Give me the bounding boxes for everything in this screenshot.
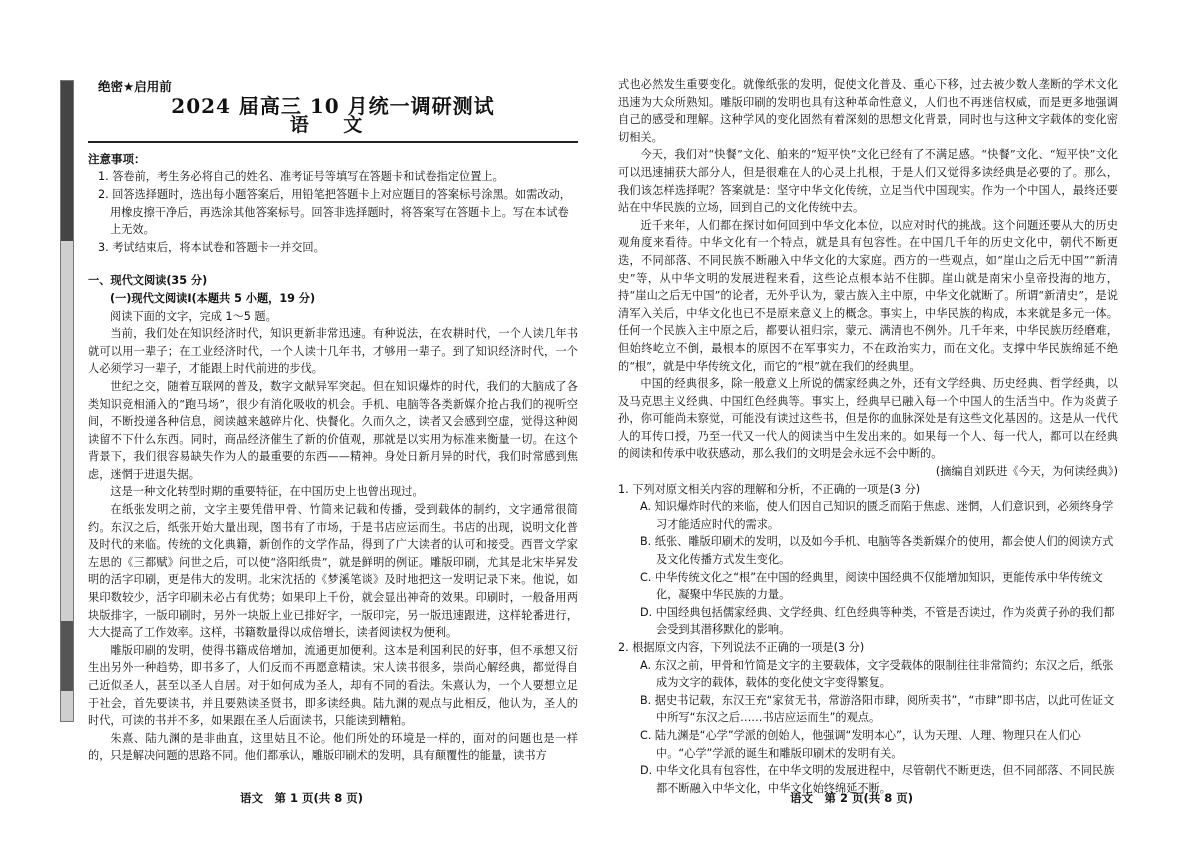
passage-paragraph: 中国的经典很多，除一般意义上所说的儒家经典之外，还有文学经典、历史经典、哲学经典，以及马克思主义经典、中国红色经典等。事实上，经典早已融入每一个中国人的生活当中。作为炎黄子孙，你可能尚未察觉，可能没有读过这些书，但是你的血脉深处是有这些文化基因的。这是从一代代人的耳传口授，乃至一代又一代人的阅读当中生发出来的。如果每一个人、每一代人，都可以在经典的阅读和传承中收获感动，那么我们的文明是会永远不会中断的。 (618, 377, 1118, 461)
passage-source: (摘编自刘跃进《今天，为何读经典》) (935, 465, 1118, 479)
passage-paragraph: 雕版印刷的发明，使得书籍成倍增加，流通更加便利。这本是利国利民的好事，但不承想又衍生出另外一种趋势，即书多了，人们反而不再愿意精读。宋人读书很多，崇尚心解经典，都觉得自己近似圣人，甚至以圣人自居。对于如何成为圣人，却有不同的看法。朱熹认为，一个人要想立足于社会，首先要读书，并且要熟读圣贤书，即多读经典。陆九渊的观点与此相反，他认为，圣人的时代，可读的书并不多，如果跟在圣人后面读书，只能读到糟粕。 (88, 643, 578, 728)
page-footer-2: 语文 第 2 页(共 8 页) (790, 791, 914, 805)
page-2 (618, 76, 1118, 797)
page-1 (88, 78, 578, 765)
question-stem: 1. 下列对原文相关内容的理解和分析，不正确的一项是(3 分) (618, 482, 921, 496)
notes-title: 注意事项： (88, 151, 146, 166)
answer-option: A. 东汉之前，甲骨和竹简是文字的主要载体，文字受载体的限制往往非常简约；东汉之后，纸张成为文字的载体，载体的变化使文字变得繁复。 (640, 658, 1114, 690)
answer-option: B. 据史书记载，东汉王充“家贫无书，常游洛阳市肆，阅所卖书”，“市肆”即书店，以此可佐证文中所写“东汉之后……书店应运而生”的观点。 (640, 693, 1115, 725)
passage-paragraph: 今天，我们对“快餐”文化、舶来的“短平快”文化已经有了不满足感。“快餐”文化、“短平快”文化可以迅速捕获大部分人，但是很难在人的心灵上扎根，于是人们又觉得多读经典是必要的了。那么，我们该怎样选择呢？答案就是：坚守中华文化传统，立足当代中国现实。作为一个中国人，最终还要站在中华民族的立场，回到自己的文化传统中去。 (618, 148, 1118, 215)
answer-option: D. 中国经典包括儒家经典、文学经典、红色经典等种类，不管是否读过，作为炎黄子孙的我们都会受到其潜移默化的影响。 (640, 605, 1115, 637)
passage-paragraph: 当前，我们处在知识经济时代，知识更新非常迅速。有种说法，在农耕时代，一个人读几年书就可以用一辈子；在工业经济时代，一个人读十几年书，才够用一辈子。到了知识经济时代，一个人必须学习一辈子，才能跟上时代前进的步伐。 (88, 327, 578, 376)
answer-option: A. 知识爆炸时代的来临，使人们因自己知识的匮乏而陷于焦虑、迷惘，人们意识到，必须终身学习才能适应时代的需求。 (640, 500, 1114, 531)
note-item: 1. 答卷前，考生务必将自己的姓名、准考证号等填写在答题卡和试卷指定位置上。 (98, 170, 504, 184)
section-heading: 一、现代文阅读(35 分) (88, 274, 208, 288)
binding-strip-dark-block (61, 621, 73, 691)
passage-paragraph: 世纪之交，随着互联网的普及，数字文献异军突起。但在知识爆炸的时代，我们的大脑成了各类知识竞相涌入的“跑马场”，很少有消化吸收的机会。手机、电脑等各类新媒介抢占我们的视听空间，不断投递各种信息，阅读越来越碎片化、快餐化。久而久之，读者又会感到空虚，觉得这种阅读留不下什么东西。同时，商品经济催生了新的价值观，那就是以实用为标准来衡量一切。在这个背景下，我们很容易缺失作为人的最重要的东西——精神。身处日新月异的时代，我们时常感到焦虑，迷惘于进退失据。 (88, 379, 578, 481)
subsection-heading: (一)现代文阅读Ⅰ(本题共 5 小题，19 分) (110, 291, 316, 305)
exam-title: 2024 届高三 10 月统一调研测试 (171, 93, 495, 118)
question-stem: 2. 根据原文内容，下列说法不正确的一项是(3 分) (618, 641, 865, 654)
exam-subject: 语 文 (289, 114, 377, 137)
answer-option: D. 中华文化具有包容性，在中华文明的发展进程中，尽管朝代不断更迭，但不同部落、不同民族都不断融入中华文化，中华文化始终绵延不断。 (640, 764, 1115, 795)
passage-paragraph: 近千来年，人们都在探讨如何回到中华文化本位，以应对时代的挑战。这个问题还要从大的历史观角度来看待。中华文化有一个特点，就是具有包容性。在中国几千年的历史文化中，朝代不断更迭，不同部落、不同民族不断融入中华文化的大家庭。西方的一些观点，如“崖山之后无中国”“新清史”等，从中华文明的发展进程来看，这些论点根本站不住脚。崖山就是南宋小皇帝投海的地方，持“崖山之后无中国”的论者，无外乎认为，蒙古族入主中原，中华文化就断了。所谓“新清史”，是说清军入关后，中华文化也已不是原来意义上的概念。事实上，中华民族的构成，本来就是多元一体。任何一个民族入主中原之后，都要认祖归宗，蒙元、满清也不例外。几千年来，中华民族历经磨难，但始终屹立不倒，最根本的原因不在军事实力，不在政治实力，而在文化。支撑中华民族绵延不绝的“根”，就是中华传统文化，而它的“根”就在我们的经典里。 (618, 218, 1118, 373)
answer-option: B. 纸张、雕版印刷术的发明，以及如今手机、电脑等各类新媒介的使用，都会使人们的阅读方式及文化传播方式发生变化。 (640, 535, 1114, 567)
binding-strip-dark-block (61, 81, 73, 241)
passage-paragraph: 式也必然发生重要变化。就像纸张的发明，促使文化普及、重心下移，过去被少数人垄断的学术文化迅速为大众所熟知。雕版印刷的发明也具有这种革命性意义，人们也不再迷信权威，而是更多地强调自己的感受和理解。这种学风的变化固然有着深刻的思想文化背景，同时也与这种文字载体的变化密切相关。 (618, 78, 1118, 144)
answer-option: C. 中华传统文化之“根”在中国的经典里，阅读中国经典不仅能增加知识，更能传承中华传统文化，凝聚中华民族的力量。 (640, 570, 1103, 602)
passage-paragraph: 在纸张发明之前，文字主要凭借甲骨、竹简来记载和传播，受到载体的制约，文字通常很简约。东汉之后，纸张开始大量出现，图书有了市场，于是书店应运而生。书店的出现，说明文化普及时代的来临。传统的文化典籍，新创作的文学作品，得到了广大读者的认可和接受。西晋文学家左思的《三都赋》问世之后，可以使“洛阳纸贵”，就是鲜明的例证。雕版印刷，尤其是北宋毕昇发明的活字印刷，更是伟大的发明。北宋沈括的《梦溪笔谈》及时地把这一发明记录下来。他说，如果印数较少，活字印刷未必占有优势；如果印上千份，就会显出神奇的效果。印刷时，一般备用两块版排字，一版印刷时，另外一块版上业已排好字，一版印完，另一版迅速跟进，这样轮番进行，大大提高了工作效率。这样，书籍数量得以成倍增长，读者阅读权为便利。 (88, 503, 578, 640)
page-footer-1: 语文 第 1 页(共 8 页) (240, 791, 364, 805)
title-divider (88, 141, 578, 143)
note-item: 3. 考试结束后，将本试卷和答题卡一并交回。 (98, 240, 325, 254)
passage-paragraph: 这是一种文化转型时期的重要特征，在中国历史上也曾出现过。 (110, 485, 424, 499)
reading-instruction: 阅读下面的文字，完成 1～5 题。 (110, 309, 277, 323)
binding-strip (60, 80, 74, 722)
passage-paragraph: 朱熹、陆九渊的是非曲直，这里姑且不论。他们所处的环境是一样的，面对的问题也是一样的，只是解决问题的思路不同。他们都承认，雕版印刷术的发明，具有颠覆性的能量，读书方 (88, 731, 578, 763)
answer-option: C. 陆九渊是“心学”学派的创始人，他强调“发明本心”，认为天理、人理、物理只在人们心中。“心学”学派的诞生和雕版印刷术的发明有关。 (640, 728, 1081, 760)
note-item: 2. 回答选择题时，选出每小题答案后，用铅笔把答题卡上对应题目的答案标号涂黑。如需改动，用橡皮擦干净后，再选涂其他答案标号。回答非选择题时，将答案写在答题卡上。写在本试卷上无效。 (98, 187, 571, 237)
secret-mark: 绝密★启用前 (98, 79, 172, 94)
